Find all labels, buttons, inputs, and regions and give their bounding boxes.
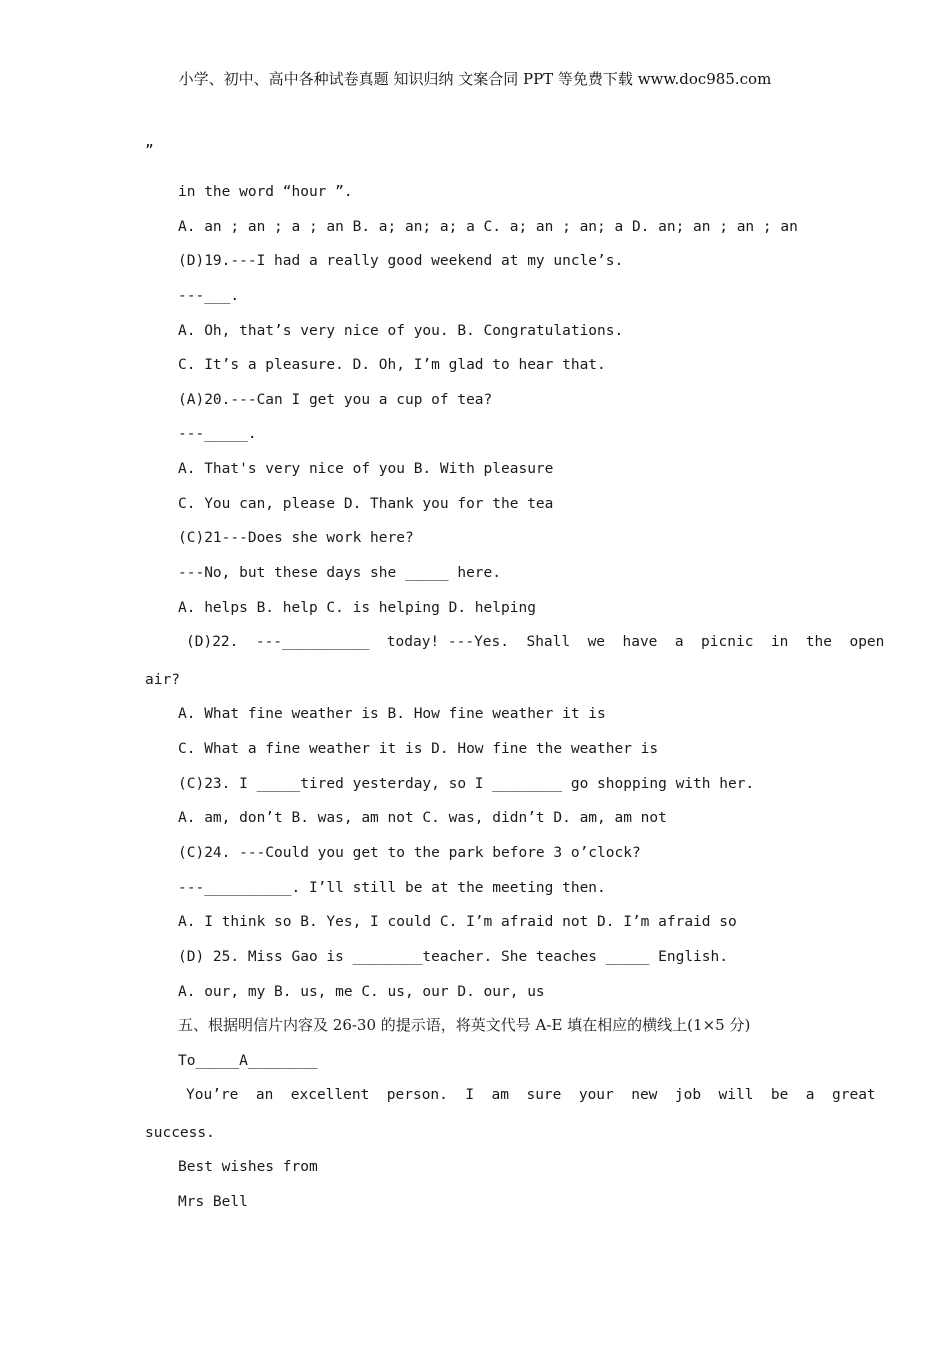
postcard-to-line: To_____A________ (178, 1053, 318, 1069)
question-22-options-ab: A. What fine weather is B. How fine weather it is (178, 706, 606, 722)
answer-options-line: A. an ; an ; a ; an B. a; an; a; a C. a; an ; an; a D. an; an ; an ; an (178, 219, 798, 235)
question-24-answer: ---__________. I’ll still be at the meeting then. (178, 880, 606, 896)
question-20-options-cd: C. You can, please D. Thank you for the tea (178, 496, 554, 512)
question-20-options-ab: A. That's very nice of you B. With pleasure (178, 461, 554, 477)
postcard-body-continued: success. (145, 1125, 215, 1141)
question-20-blank: ---_____. (178, 426, 257, 442)
section-five-heading: 五、根据明信片内容及 26-30 的提示语，将英文代号 A-E 填在相应的横线上(1×5 分) (178, 1016, 751, 1034)
postcard-closing: Best wishes from (178, 1159, 318, 1175)
question-22-options-cd: C. What a fine weather it is D. How fine the weather is (178, 741, 659, 757)
question-20: (A)20.---Can I get you a cup of tea? (178, 392, 493, 408)
question-21-answer: ---No, but these days she _____ here. (178, 565, 502, 581)
question-21: (C)21---Does she work here? (178, 530, 414, 546)
closing-quote-line: ” (145, 143, 154, 159)
question-22: (D)22. ---__________ today! ---Yes. Shall we have a picnic in the open (186, 634, 885, 650)
question-19-options-cd: C. It’s a pleasure. D. Oh, I’m glad to hear that. (178, 357, 606, 373)
question-24-options: A. I think so B. Yes, I could C. I’m afraid not D. I’m afraid so (178, 914, 737, 930)
question-24: (C)24. ---Could you get to the park before 3 o’clock? (178, 845, 641, 861)
question-22-continued: air? (145, 672, 180, 688)
question-text-line: in the word “hour ”. (178, 184, 353, 200)
page-header: 小学、初中、高中各种试卷真题 知识归纳 文案合同 PPT 等免费下载 www.doc985.com (178, 70, 772, 88)
postcard-body-line: You’re an excellent person. I am sure your new job will be a great (186, 1087, 876, 1103)
question-25: (D) 25. Miss Gao is ________teacher. She teaches _____ English. (178, 949, 728, 965)
question-21-options: A. helps B. help C. is helping D. helping (178, 600, 536, 616)
question-19-options-ab: A. Oh, that’s very nice of you. B. Congratulations. (178, 323, 624, 339)
question-23-options: A. am, don’t B. was, am not C. was, didn’t D. am, am not (178, 810, 667, 826)
question-19-blank: ---___. (178, 288, 240, 304)
question-19: (D)19.---I had a really good weekend at my uncle’s. (178, 253, 624, 269)
postcard-signature: Mrs Bell (178, 1194, 248, 1210)
question-25-options: A. our, my B. us, me C. us, our D. our, us (178, 984, 545, 1000)
question-23: (C)23. I _____tired yesterday, so I ________ go shopping with her. (178, 776, 755, 792)
